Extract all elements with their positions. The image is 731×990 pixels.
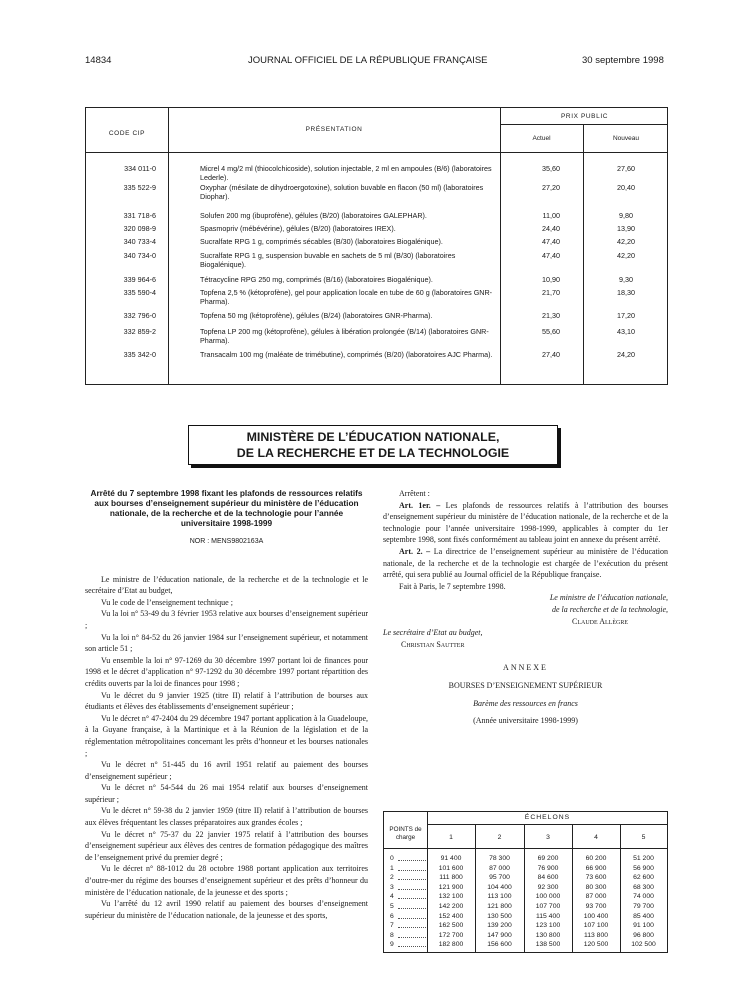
header-code-cip: CODE CIP [108, 130, 146, 137]
code-cip-cell: 335 342-0 [123, 350, 156, 359]
amount-cell: 107 100 [583, 922, 609, 930]
points-cell: 4 [390, 893, 394, 901]
amount-cell: 100 000 [535, 893, 561, 901]
presentation-cell: Solufen 200 mg (ibuprofène), gélules (B/20) (laboratoires GALEPHAR). [200, 211, 427, 220]
bourse-table-row [384, 940, 667, 949]
echelon-header: 2 [497, 834, 502, 841]
amount-cell: 182 800 [438, 941, 464, 949]
visa-paragraph: Vu le décret n° 59-38 du 2 janvier 1959 (titre II) relatif à l’attribution de bourses aux élèves fréquentant les classes préparatoires aux grandes écoles ; [85, 806, 368, 828]
amount-cell: 138 500 [535, 941, 561, 949]
presentation-cell: Topfena 2,5 % (kétoprofène), gel pour application locale en tube de 60 g (laboratoires GNR-Pharma). [200, 288, 493, 306]
visa-paragraphs [85, 574, 368, 922]
prix-actuel-cell: 11,00 [542, 211, 560, 220]
presentation-cell: Oxyphar (mésilate de dihydroergotoxine), solution buvable en flacon (50 ml) (laboratoires Diophar). [200, 183, 484, 201]
bourse-table-row [384, 892, 667, 901]
amount-cell: 113 800 [583, 931, 609, 939]
leader-dots [398, 873, 426, 880]
presentation-cell: Topfena LP 200 mg (kétoprofène), gélules à libération prolongée (B/14) (laboratoires GNR-Pharma). [200, 327, 489, 345]
prix-nouveau-cell: 43,10 [617, 327, 635, 336]
amount-cell: 121 900 [438, 883, 464, 891]
presentation-cell: Tétracycline RPG 250 mg, comprimés (B/16) (laboratoires Biogalénique). [200, 275, 433, 284]
visa-paragraph: Le ministre de l’éducation nationale, de la recherche et de la technologie et le secrétaire d’Etat au budget, [85, 574, 368, 596]
visa-paragraph: Vu la loi n° 53-49 du 3 février 1953 relative aux bourses d’enseignement supérieur ; [85, 609, 368, 630]
visa-paragraph: Vu le décret n° 47-2404 du 29 décembre 1947 portant application à la Guadeloupe, à la Guyane française, à la Martinique et à la Réunion de la législation et de la réglementation métropolitaines concernant les prêts d’honneur et les bourses nationales ; [85, 713, 368, 758]
leader-dots [398, 931, 426, 938]
amount-cell: 62 600 [633, 874, 654, 882]
code-cip-cell: 340 734-0 [123, 251, 156, 260]
bourse-table-row [384, 921, 667, 930]
leader-dots [398, 902, 426, 909]
signature-2-line: Le secrétaire d’Etat au budget, [383, 628, 483, 638]
journal-title: JOURNAL OFFICIEL DE LA RÉPUBLIQUE FRANÇAISE [248, 55, 488, 66]
amount-cell: 96 800 [633, 931, 654, 939]
amount-cell: 152 400 [438, 912, 464, 920]
leader-dots [398, 921, 426, 928]
amount-cell: 102 500 [631, 941, 656, 949]
amount-cell: 111 800 [439, 874, 463, 882]
amount-cell: 101 600 [438, 864, 464, 872]
amount-cell: 120 500 [583, 941, 609, 949]
amount-cell: 130 800 [535, 931, 561, 939]
prix-actuel-cell: 47,40 [542, 251, 560, 260]
amount-cell: 91 400 [440, 855, 462, 862]
article-2-text: La directrice de l’enseignement supérieur au ministère de l’éducation nationale, de la recherche et de la technologie est chargée de l’exécution du présent arrêté, qui sera publié au Journal officiel de la République française. [383, 546, 668, 580]
signature-1-line-2: de la recherche et de la technologie, [551, 604, 668, 614]
ministry-line-2: DE LA RECHERCHE ET DE LA TECHNOLOGIE [236, 446, 510, 460]
amount-cell: 87 000 [585, 893, 607, 901]
prix-actuel-cell: 24,40 [542, 224, 560, 233]
code-cip-cell: 335 522-9 [123, 183, 156, 192]
article-2 [383, 546, 668, 581]
amount-cell: 104 400 [487, 883, 512, 891]
points-cell: 3 [390, 883, 394, 891]
amount-cell: 92 300 [537, 883, 559, 891]
nor-reference: NOR : MENS9802163A [189, 538, 264, 545]
code-cip-cell: 339 964-6 [123, 275, 156, 284]
points-cell: 8 [390, 931, 394, 939]
bourse-table-row [384, 883, 667, 892]
amount-cell: 107 700 [535, 903, 561, 910]
leader-dots [398, 883, 426, 890]
amount-cell: 78 300 [489, 855, 510, 862]
echelon-header: 1 [449, 834, 453, 841]
signature-1-name: Claude Allègre [572, 616, 628, 626]
amount-cell: 73 600 [585, 874, 607, 882]
header-actuel: Actuel [532, 135, 551, 142]
visa-paragraph: Vu l’arrêté du 12 avril 1990 relatif au paiement des bourses d’enseignement supérieur du ministère de l’éducation nationale, de la jeunesse et des sports, [85, 899, 368, 920]
leader-dots [398, 940, 426, 947]
amount-cell: 147 900 [487, 931, 512, 939]
signature-1-line-1: Le ministre de l’éducation nationale, [549, 593, 668, 603]
bourse-table-row [384, 912, 667, 921]
amount-cell: 95 700 [489, 874, 510, 882]
points-cell: 7 [390, 922, 394, 930]
code-cip-cell: 332 796-0 [123, 311, 156, 320]
amount-cell: 68 300 [633, 883, 654, 891]
code-cip-cell: 320 098-9 [123, 224, 156, 233]
visa-paragraph: Vu le code de l’enseignement technique ; [101, 597, 233, 607]
prix-actuel-cell: 27,20 [542, 183, 560, 192]
amount-cell: 85 400 [633, 912, 654, 920]
price-table [85, 107, 668, 385]
points-cell: 1 [390, 864, 394, 872]
code-cip-cell: 332 859-2 [123, 327, 156, 336]
amount-cell: 172 700 [438, 931, 464, 939]
amount-cell: 93 700 [585, 903, 607, 910]
leader-dots [398, 854, 426, 861]
points-cell: 2 [390, 874, 394, 882]
bourse-table-row [384, 931, 667, 940]
ministry-heading [188, 425, 558, 465]
annexe-subtitle: Barème des ressources en francs [473, 698, 578, 708]
amount-cell: 156 600 [487, 941, 512, 949]
amount-cell: 115 400 [535, 912, 561, 920]
visa-paragraph: Vu la loi n° 84-52 du 26 janvier 1984 sur l’enseignement supérieur, et notamment son article 51 ; [85, 632, 368, 654]
prix-nouveau-cell: 9,30 [619, 275, 633, 284]
visa-paragraph: Vu le décret n° 51-445 du 16 avril 1951 relatif au paiement des bourses d’enseignement supérieur ; [85, 760, 368, 781]
code-cip-cell: 340 733-4 [123, 237, 156, 246]
amount-cell: 123 100 [535, 922, 561, 930]
prix-actuel-cell: 21,70 [542, 288, 560, 297]
header-nouveau: Nouveau [612, 135, 640, 142]
visa-paragraph: Vu ensemble la loi n° 97-1269 du 30 décembre 1997 portant loi de finances pour 1998 et le décret d’application n° 97-1292 du 30 décembre 1997 portant répartition des crédits ouverts par la loi de finances pour 1998 ; [85, 655, 368, 688]
amount-cell: 121 800 [487, 903, 512, 910]
signature-2-name: Christian Sautter [401, 639, 465, 649]
amount-cell: 74 000 [633, 893, 654, 901]
echelon-header: 5 [641, 834, 646, 841]
points-cell: 6 [390, 912, 394, 920]
prix-nouveau-cell: 9,80 [619, 211, 633, 220]
points-cell: 9 [390, 941, 394, 949]
article-1-text: Les plafonds de ressources relatifs à l’attribution des bourses d’enseignement supérieur du ministère de l’éducation nationale, de la recherche et de la technologie pour l’année universitaire 1998-1999, applicables à compter du 1er septembre 1998, sont fixés conformément au tableau joint en annexe du présent arrêté. [383, 500, 669, 545]
amount-cell: 79 700 [633, 903, 654, 910]
amount-cell: 132 100 [438, 893, 464, 901]
visa-paragraph: Vu le décret du 9 janvier 1925 (titre II) relatif à l’attribution de bourses aux étudiants et élèves des établissements d’enseignement supérieur ; [85, 690, 368, 712]
ministry-line-1: MINISTÈRE DE L’ÉDUCATION NATIONALE, [246, 430, 500, 444]
prix-nouveau-cell: 13,90 [617, 224, 635, 233]
presentation-cell: Topfena 50 mg (kétoprofène), gélules (B/24) (laboratoires GNR-Pharma). [200, 311, 433, 320]
decree-title: Arrêté du 7 septembre 1998 fixant les plafonds de ressources relatifs aux bourses d’enseignement supérieur du ministère de l’éducation nationale, de la recherche et de la technologie pour l’année universitaire 1998-1999 [90, 488, 363, 528]
amount-cell: 100 400 [583, 912, 609, 920]
article-1 [383, 500, 668, 546]
bourse-table-row [384, 902, 667, 911]
prix-nouveau-cell: 24,20 [617, 350, 635, 359]
fait-a-paris: Fait à Paris, le 7 septembre 1998. [399, 581, 506, 591]
amount-cell: 76 900 [537, 864, 559, 872]
page-number: 14834 [85, 55, 112, 66]
visa-paragraph: Vu le décret n° 75-37 du 22 janvier 1975 relatif à l’attribution des bourses d’enseignement supérieur aux élèves des centres de formation pédagogique des maîtres de l’enseignement privé du premier degré ; [85, 829, 368, 862]
amount-cell: 113 100 [487, 893, 512, 901]
echelon-header: 3 [546, 834, 550, 841]
echelon-header: 4 [594, 834, 598, 841]
amount-cell: 84 600 [537, 874, 559, 882]
amount-cell: 69 200 [537, 855, 559, 862]
article-1-label: Art. 1er. – [399, 500, 441, 510]
prix-nouveau-cell: 17,20 [617, 311, 635, 320]
presentation-cell: Transacalm 100 mg (maléate de trimébutine), comprimés (B/20) (laboratoires AJC Pharma). [200, 350, 493, 359]
visa-paragraph: Vu le décret n° 88-1012 du 28 octobre 1988 portant application aux territoires d’outre-mer du régime des bourses d’enseignement supérieur et des prêts d’honneur du ministère de l’éducation nationale, de la jeunesse et des sports ; [85, 864, 368, 897]
amount-cell: 142 200 [438, 903, 464, 910]
leader-dots [398, 912, 426, 919]
amount-cell: 130 500 [487, 912, 512, 920]
prix-actuel-cell: 35,60 [542, 164, 560, 173]
code-cip-cell: 331 718-6 [123, 211, 156, 220]
amount-cell: 162 500 [438, 922, 464, 930]
annexe-heading: ANNEXE [503, 663, 548, 673]
code-cip-cell: 335 590-4 [123, 288, 156, 297]
points-cell: 0 [390, 855, 394, 862]
amount-cell: 139 200 [487, 922, 512, 930]
header-prix-public: PRIX PUBLIC [560, 113, 609, 120]
prix-actuel-cell: 47,40 [542, 237, 560, 246]
left-column [85, 488, 368, 921]
amount-cell: 56 900 [633, 864, 654, 872]
annexe-title: BOURSES D’ENSEIGNEMENT SUPÉRIEUR [448, 680, 603, 690]
prix-nouveau-cell: 18,30 [617, 288, 635, 297]
points-cell: 5 [390, 903, 394, 910]
presentation-cell: Micrel 4 mg/2 ml (thiocolchicoside), solution injectable, 2 ml en ampoules (B/6) (laboratoires Lederle). [200, 164, 492, 182]
prix-actuel-cell: 27,40 [542, 350, 560, 359]
prix-actuel-cell: 10,90 [542, 275, 560, 284]
header-echelons: ÉCHELONS [524, 814, 571, 821]
article-2-label: Art. 2. – [399, 546, 431, 556]
visa-paragraph: Vu le décret n° 54-544 du 26 mai 1954 relatif aux bourses d’enseignement supérieur ; [85, 783, 368, 804]
bourse-table-row [384, 864, 667, 873]
presentation-cell: Spasmopriv (mébévérine), gélules (B/20) (laboratoires IREX). [200, 224, 396, 233]
header-points-de-charge: POINTS de charge [389, 826, 422, 841]
arretent: Arrêtent : [399, 489, 430, 498]
amount-cell: 60 200 [585, 855, 607, 862]
annexe-year: (Année universitaire 1998-1999) [473, 716, 578, 726]
right-column [383, 488, 668, 727]
header-presentation: PRÉSENTATION [305, 126, 363, 133]
prix-nouveau-cell: 20,40 [617, 183, 635, 192]
leader-dots [398, 892, 426, 899]
leader-dots [398, 864, 426, 871]
presentation-cell: Sucralfate RPG 1 g, suspension buvable en sachets de 5 ml (B/30) (laboratoires Biogalénique). [200, 251, 456, 269]
prix-actuel-cell: 21,30 [542, 311, 560, 320]
prix-nouveau-cell: 27,60 [617, 164, 635, 173]
bourse-table-row [384, 873, 667, 882]
bourse-table [383, 811, 668, 953]
code-cip-cell: 334 011-0 [124, 164, 156, 173]
amount-cell: 51 200 [633, 855, 654, 862]
prix-nouveau-cell: 42,20 [617, 251, 635, 260]
presentation-cell: Sucralfate RPG 1 g, comprimés sécables (B/30) (laboratoires Biogalénique). [200, 237, 443, 246]
issue-date: 30 septembre 1998 [582, 55, 664, 66]
prix-nouveau-cell: 42,20 [617, 237, 635, 246]
prix-actuel-cell: 55,60 [542, 327, 560, 336]
amount-cell: 87 000 [489, 864, 510, 872]
amount-cell: 80 300 [585, 883, 607, 891]
bourse-table-row [384, 854, 667, 863]
amount-cell: 91 100 [633, 922, 654, 930]
amount-cell: 66 900 [585, 864, 607, 872]
